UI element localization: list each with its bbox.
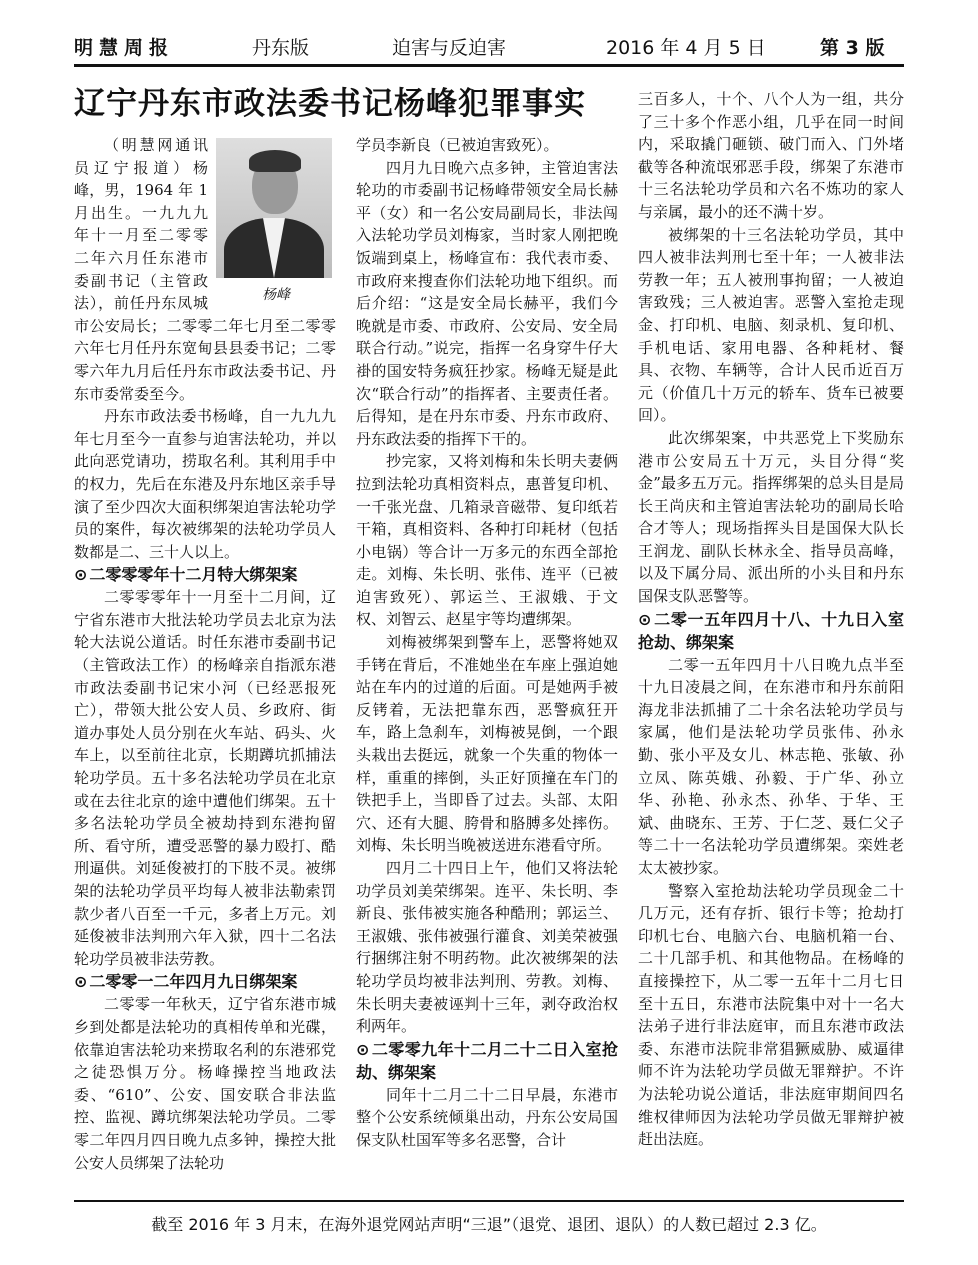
column-3-content (638, 88, 904, 1151)
photo-box (216, 138, 336, 306)
heading-bullet-icon: ⊙ (74, 972, 88, 992)
paragraph: 丹东市政法委书杨峰，自一九九九年七月至今一直参与迫害法轮功，并以此向恶党请功，捞取名利。其利用手中的权力，先后在东港及丹东地区亲手导演了至少四次大面积绑架迫害法轮功学员的案件，每次被绑架的法轮功学员人数都是二、三十人以上。 (74, 407, 336, 561)
paragraph: 此次绑架案，中共恶党上下奖励东港市公安局五十万元，头目分得“奖金”最多五万元。指挥绑架的总头目是局长王尚庆和主管迫害法轮功的副局长哈合才等人；现场指挥头目是国保大队长王润龙、副队长林永全、指导员高峰，以及下属分局、派出所的小头目和丹东国保支队恶警等。 (638, 428, 904, 606)
heading-bullet-icon: ⊙ (356, 1039, 370, 1059)
paragraph: 四月九日晚六点多钟，主管迫害法轮功的市委副书记杨峰带领安全局长赫平（女）和一名公安局副局长，非法闯入法轮功学员刘梅家，当时家人刚把晚饭端到桌上，杨峰宣布：我代表市委、市政府来搜查你们法轮功地下组织。而后介绍：“这是安全局长赫平，我们今晚就是市委、市政府、公安局、安全局联合行动。”说完，指挥一名身穿牛仔大褂的国安特务疯狂抄家。杨峰无疑是此次“联合行动”的指挥者、主要责任者。后得知，是在丹东市委、丹东市政府、丹东政法委的指挥下干的。 (356, 158, 618, 448)
page-header (74, 30, 904, 62)
section-heading (74, 563, 336, 586)
edition-label: 丹东版 (252, 36, 310, 59)
heading-bullet-icon: ⊙ (74, 565, 88, 585)
section-heading-text: 二零零九年十二月二十二日入室抢劫、绑架案 (356, 1039, 618, 1082)
paragraph: 学员李新良（已被迫害致死）。 (356, 136, 559, 154)
paragraph: （明慧网通讯员辽宁报道）杨峰，男，1964 年 1 月出生。一九九九年十一月至二零零二年六月任东港市委副书记（主管政法），前任丹东凤城市公安局长；二零零二年七月至二零零六年七月任丹东宽甸县县委书记；二零零六年九月后任丹东市政法委书记、丹东市委常委至今。 (74, 136, 336, 403)
section-heading-text: 二零零一二年四月九日绑架案 (89, 972, 298, 992)
paragraph: 被绑架的十三名法轮功学员，其中四人被非法判刑七至十年；一人被非法劳教一年；五人被刑事拘留；一人被迫害致残；三人被迫害。恶警入室抢走现金、打印机、电脑、刻录机、复印机、手机电话、家用电器、各种耗材、餐具、衣物、车辆等，合计人民币近百万元（价值几十万元的轿车、货车已被要回）。 (638, 225, 904, 425)
paragraph: 三百多人，十个、八个人为一组，共分了三十多个作恶小组，几乎在同一时间内，采取撬门砸锁、破门而入、门外堵截等各种流氓邪恶手段，绑架了东港市十三名法轮功学员和六名不炼功的家人与亲属，最小的还不满十岁。 (638, 90, 904, 221)
column-1 (74, 134, 336, 1194)
section-heading-text: 二零零零年十二月特大绑架案 (89, 565, 298, 585)
footer-rule (74, 1200, 904, 1202)
column-2 (356, 134, 618, 1194)
section-heading (74, 970, 336, 993)
heading-bullet-icon: ⊙ (638, 609, 652, 629)
issue-date: 2016 年 4 月 5 日 (606, 36, 766, 59)
column-3 (638, 88, 904, 1194)
footer-note: 截至 2016 年 3 月末，在海外退党网站声明“三退”（退党、退团、退队）的人数已超过 2.3 亿。 (151, 1215, 827, 1234)
portrait-photo (216, 138, 332, 278)
paragraph: 刘梅被绑架到警车上，恶警将她双手铐在背后，不准她坐在车座上强迫她站在车内的过道的后面。可是她两手被反铐着，无法把靠东西，恶警疯狂开车，路上急刹车，刘梅被晃倒，一个跟头栽出去挺远，就象一个失重的物体一样，重重的摔倒，头正好顶撞在车门的铁把手上，当即昏了过去。头部、太阳穴、还有大腿、胯骨和胳膊多处摔伤。刘梅、朱长明当晚被送进东港看守所。 (356, 633, 618, 855)
paragraph: 抄完家，又将刘梅和朱长明夫妻俩拉到法轮功真相资料点，惠普复印机、一千张光盘、几箱录音磁带、复印纸若干箱，真相资料、各种打印耗材（包括小电锅）等合计一万多元的东西全部抢走。刘梅、朱长明、张伟、连平（已被迫害致死）、郭运兰、王淑娥、于文权、刘智云、赵星宇等均遭绑架。 (356, 452, 618, 629)
photo-caption: 杨峰 (262, 287, 290, 303)
paragraph: 同年十二月二十二日早晨，东港市整个公安系统倾巢出动，丹东公安局国保支队杜国军等多名恶警，合计 (356, 1085, 618, 1149)
section-heading-text: 二零一五年四月十八、十九日入室抢劫、绑架案 (638, 609, 904, 652)
article-title: 辽宁丹东市政法委书记杨峰犯罪事实 (74, 86, 586, 122)
section-heading (638, 608, 904, 654)
column-2-content (356, 134, 618, 1152)
page-number: 第 3 版 (820, 36, 885, 59)
paragraph: 警察入室抢劫法轮功学员现金二十几万元，还有存折、银行卡等；抢劫打印机七台、电脑六台、电脑机箱一台、二十几部手机、和其他物品。在杨峰的直接操控下，从二零一五年十二月七日至十五日，东港市法院集中对十一名大法弟子进行非法庭审，而且东港市政法委、东港市法院非常猖獗威胁、威逼律师不许为法轮功学员做无罪辩护。不许为法轮功说公道话，非法庭审期间四名维权律师因为法轮功学员做无罪辩护被赶出法庭。 (638, 881, 904, 1149)
paragraph: 二零零一年秋天，辽宁省东港市城乡到处都是法轮功的真相传单和光碟，依靠迫害法轮功来捞取名利的东港邪党之徒恐惧万分。杨峰操控当地政法委、“610”、公安、国安联合非法监控、监视、蹲坑绑架法轮功学员。二零零二年四月四日晚九点多钟，操控大批公安人员绑架了法轮功 (74, 995, 336, 1172)
section-heading (356, 1038, 618, 1084)
paragraph: 二零零零年十一月至十二月间，辽宁省东港市大批法轮功学员去北京为法轮大法说公道话。时任东港市委副书记（主管政法工作）的杨峰亲自指派东港市政法委副书记宋小河（已经恶报死亡），带领大批公安人员、乡政府、街道办事处人员分别在火车站、码头、火车上，以至前往北京，长期蹲坑抓捕法轮功学员。五十多名法轮功学员在北京或在去往北京的途中遭他们绑架。五十多名法轮功学员全被劫持到东港拘留所、看守所，遭受恶警的暴力殴打、酷刑逼供。刘延俊被打的下肢不灵。被绑架的法轮功学员平均每人被非法勒索罚款少者八百至一千元，多者上万元。刘延俊被非法判刑六年入狱，四十二名法轮功学员被非法劳教。 (74, 588, 336, 968)
section-label: 迫害与反迫害 (392, 36, 507, 59)
header-rule (74, 64, 904, 67)
newspaper-name: 明慧周报 (74, 36, 175, 59)
paragraph: 二零一五年四月十八日晚九点半至十九日凌晨之间，在东港市和丹东前阳海龙非法抓捕了二十余名法轮功学员与家属，他们是法轮功学员张伟、孙永勤、张小平及女儿、林志艳、张敏、孙立凤、陈英娥、孙毅、于广华、孙立华、孙艳、孙永杰、孙华、于华、王斌、曲晓东、王芳、于仁芝、聂仁父子等二十一名法轮功学员遭绑架。栾姓老太太被抄家。 (638, 655, 904, 877)
paragraph: 四月二十四日上午，他们又将法轮功学员刘美荣绑架。连平、朱长明、李新良、张伟被实施各种酷刑；郭运兰、王淑娥、张伟被强行灌食、刘美荣被强行捆绑注射不明药物。此次被绑架的法轮功学员均被非法判刑、劳教。刘梅、朱长明夫妻被诬判十三年，剥夺政治权利两年。 (356, 859, 618, 1036)
